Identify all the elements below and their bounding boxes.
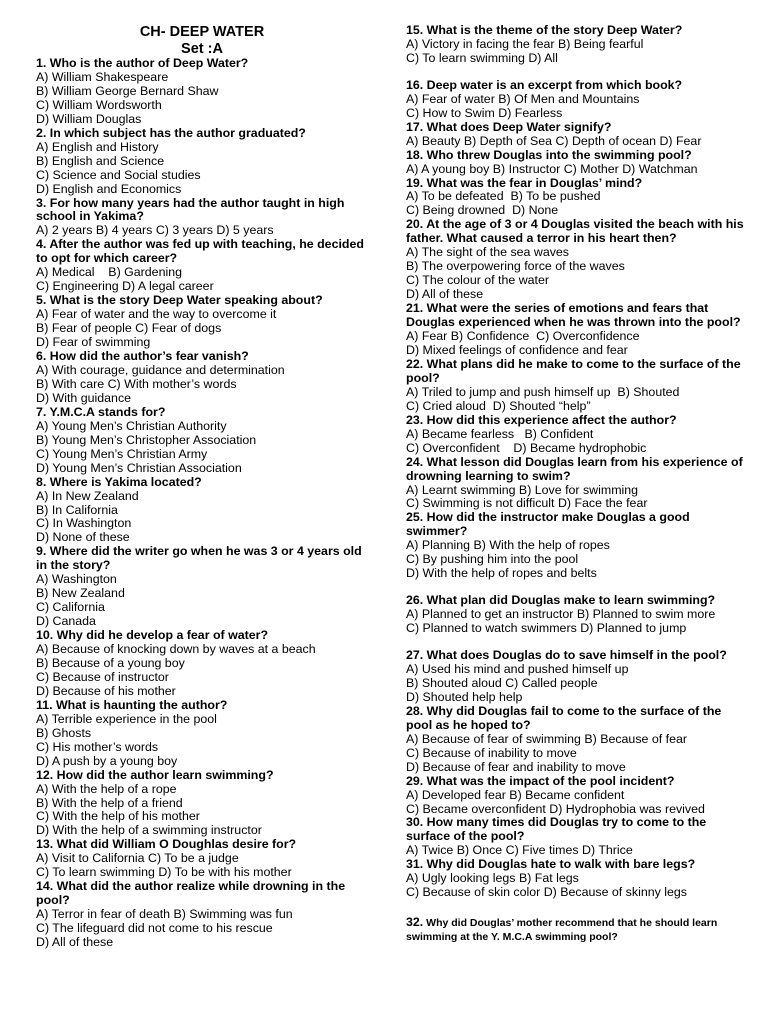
- answer-option: C) Planned to watch swimmers D) Planned to jump: [406, 621, 687, 636]
- question-block: [36, 699, 368, 769]
- question-text: 27. What does Douglas do to save himself in the pool?: [406, 648, 727, 663]
- answer-option: D) Fear of swimming: [36, 335, 151, 350]
- answer-option: A) Terrible experience in the pool: [36, 711, 217, 726]
- answer-option: D) All of these: [36, 935, 114, 950]
- answer-option: D) English and Economics: [36, 181, 182, 196]
- answer-option: B) The overpowering force of the waves: [406, 259, 625, 274]
- question-text: 29. What was the impact of the pool incident?: [406, 773, 675, 788]
- question-text: 16. Deep water is an excerpt from which book?: [406, 77, 683, 92]
- question-text: 21. What were the series of emotions and fears that Douglas experienced when he was thrown into the pool?: [406, 301, 741, 330]
- answer-option: A) With courage, guidance and determination: [36, 362, 285, 377]
- question-text: 7. Y.M.C.A stands for?: [36, 404, 166, 419]
- answer-option: C) The colour of the water: [406, 273, 550, 288]
- question-block: [406, 594, 746, 636]
- answer-option: C) With the help of his mother: [36, 809, 200, 824]
- answer-option: D) With guidance: [36, 390, 132, 405]
- answer-option: C) William Wordsworth: [36, 97, 162, 112]
- answer-option: D) Canada: [36, 614, 96, 629]
- answer-option: B) With care C) With mother’s words: [36, 376, 237, 391]
- question-text: 31. Why did Douglas hate to walk with bare legs?: [406, 857, 696, 872]
- answer-option: A) Because of knocking down by waves at a beach: [36, 642, 316, 657]
- question-text: 24. What lesson did Douglas learn from his experience of drowning learning to swim?: [406, 454, 743, 483]
- answer-option: D) A push by a young boy: [36, 753, 178, 768]
- question-text: 8. Where is Yakima located?: [36, 474, 202, 489]
- answer-option: C) Because of skin color D) Because of skinny legs: [406, 885, 687, 900]
- question-32-number: 32.: [406, 915, 424, 930]
- answer-option: C) Science and Social studies: [36, 167, 201, 182]
- question-text: 25. How did the instructor make Douglas a good swimmer?: [406, 510, 690, 539]
- question-text: 17. What does Deep Water signify?: [406, 119, 612, 134]
- answer-option: A) Ugly looking legs B) Fat legs: [406, 871, 579, 886]
- answer-option: C) Cried aloud D) Shouted “help”: [406, 398, 591, 413]
- question-block: [406, 858, 746, 900]
- question-text: 26. What plan did Douglas make to learn swimming?: [406, 593, 716, 608]
- question-block: [36, 127, 368, 197]
- question-block: [36, 238, 368, 294]
- question-block: [36, 294, 368, 350]
- answer-option: A) Terror in fear of death B) Swimming was fun: [36, 907, 293, 922]
- answer-option: C) To learn swimming D) To be with his mother: [36, 865, 292, 880]
- question-block: [406, 816, 746, 858]
- answer-option: C) California: [36, 600, 105, 615]
- answer-option: A) Fear B) Confidence C) Overconfidence: [406, 329, 640, 344]
- question-block: [36, 880, 368, 950]
- question-block: [36, 629, 368, 699]
- answer-option: C) Young Men’s Christian Army: [36, 446, 208, 461]
- answer-option: B) In California: [36, 502, 118, 517]
- answer-option: A) A young boy B) Instructor C) Mother D) Watchman: [406, 161, 698, 176]
- answer-option: A) Twice B) Once C) Five times D) Thrice: [406, 843, 633, 858]
- question-text: 22. What plans did he make to come to the surface of the pool?: [406, 356, 741, 385]
- question-text: 23. How did this experience affect the author?: [406, 412, 677, 427]
- question-block: [406, 705, 746, 775]
- right-question-list: [406, 24, 746, 900]
- right-column: [406, 24, 746, 944]
- answer-option: A) In New Zealand: [36, 488, 139, 503]
- question-block: [36, 545, 368, 629]
- answer-option: A) Fear of water B) Of Men and Mountains: [406, 91, 640, 106]
- question-text: 5. What is the story Deep Water speaking about?: [36, 293, 323, 308]
- answer-option: B) New Zealand: [36, 586, 125, 601]
- question-block: [36, 350, 368, 406]
- answer-option: A) Medical B) Gardening: [36, 265, 182, 280]
- question-text: 15. What is the theme of the story Deep Water?: [406, 23, 683, 37]
- question-text: 1. Who is the author of Deep Water?: [36, 56, 249, 70]
- answer-option: A) English and History: [36, 139, 159, 154]
- answer-option: D) With the help of ropes and belts: [406, 566, 597, 581]
- answer-option: A) Victory in facing the fear B) Being fearful: [406, 36, 644, 51]
- answer-option: A) The sight of the sea waves: [406, 245, 570, 260]
- question-block: [406, 24, 746, 66]
- question-text: 10. Why did he develop a fear of water?: [36, 628, 269, 643]
- answer-option: A) Learnt swimming B) Love for swimming: [406, 482, 639, 497]
- question-text: 30. How many times did Douglas try to come to the surface of the pool?: [406, 815, 707, 844]
- question-block: [406, 649, 746, 705]
- question-text: 4. After the author was fed up with teaching, he decided to opt for which career?: [36, 237, 364, 266]
- left-question-list: [36, 57, 368, 950]
- question-block: [36, 838, 368, 880]
- answer-option: C) In Washington: [36, 516, 132, 531]
- question-block: [406, 511, 746, 581]
- answer-option: A) Young Men’s Christian Authority: [36, 418, 227, 433]
- answer-option: A) Washington: [36, 572, 117, 587]
- answer-option: A) Became fearless B) Confident: [406, 426, 594, 441]
- answer-option: C) Swimming is not difficult D) Face the fear: [406, 496, 648, 511]
- question-block: [36, 57, 368, 127]
- answer-option: A) Beauty B) Depth of Sea C) Depth of ocean D) Fear: [406, 133, 702, 148]
- answer-option: B) Young Men’s Christopher Association: [36, 432, 257, 447]
- question-block: [406, 121, 746, 149]
- question-32-text: Why did Douglas’ mother recommend that he should learn swimming at the Y. M.C.A swimming pool?: [406, 917, 718, 943]
- answer-option: C) Engineering D) A legal career: [36, 279, 214, 294]
- answer-option: D) All of these: [406, 287, 484, 302]
- question-text: 9. Where did the writer go when he was 3 or 4 years old in the story?: [36, 544, 362, 573]
- question-text: 6. How did the author’s fear vanish?: [36, 349, 249, 364]
- answer-option: B) With the help of a friend: [36, 795, 183, 810]
- answer-option: A) Planned to get an instructor B) Planned to swim more: [406, 607, 716, 622]
- answer-option: D) With the help of a swimming instructor: [36, 823, 262, 838]
- answer-option: D) Because of fear and inability to move: [406, 759, 626, 774]
- answer-option: C) Because of inability to move: [406, 745, 577, 760]
- question-block: [406, 456, 746, 512]
- answer-option: C) Being drowned D) None: [406, 203, 559, 218]
- answer-option: D) Mixed feelings of confidence and fear: [406, 342, 628, 357]
- answer-option: D) None of these: [36, 530, 130, 545]
- question-block: [406, 177, 746, 219]
- question-text: 14. What did the author realize while drowning in the pool?: [36, 879, 346, 908]
- answer-option: B) William George Bernard Shaw: [36, 83, 219, 98]
- question-block: [406, 218, 746, 302]
- answer-option: C) His mother’s words: [36, 739, 159, 754]
- question-32: [406, 916, 746, 944]
- question-block: [406, 775, 746, 817]
- answer-option: B) Because of a young boy: [36, 655, 185, 670]
- answer-option: C) Became overconfident D) Hydrophobia was revived: [406, 801, 705, 816]
- answer-option: A) With the help of a rope: [36, 781, 177, 796]
- answer-option: A) 2 years B) 4 years C) 3 years D) 5 years: [36, 223, 274, 238]
- question-text: 2. In which subject has the author graduated?: [36, 125, 306, 140]
- question-block: [36, 406, 368, 476]
- answer-option: A) To be defeated B) To be pushed: [406, 189, 601, 204]
- set-label: Set :A: [181, 41, 223, 57]
- question-block: [406, 79, 746, 121]
- answer-option: A) Visit to California C) To be a judge: [36, 851, 239, 866]
- answer-option: D) Because of his mother: [36, 683, 176, 698]
- answer-option: D) Young Men’s Christian Association: [36, 460, 242, 475]
- answer-option: C) The lifeguard did not come to his rescue: [36, 921, 273, 936]
- question-text: 13. What did William O Doughlas desire for?: [36, 837, 297, 852]
- answer-option: A) Used his mind and pushed himself up: [406, 661, 629, 676]
- question-block: [36, 769, 368, 839]
- answer-option: A) Fear of water and the way to overcome it: [36, 307, 277, 322]
- answer-option: A) Planning B) With the help of ropes: [406, 538, 610, 553]
- question-text: 12. How did the author learn swimming?: [36, 767, 274, 782]
- answer-option: A) William Shakespeare: [36, 69, 169, 84]
- question-text: 28. Why did Douglas fail to come to the surface of the pool as he hoped to?: [406, 703, 722, 732]
- question-block: [406, 414, 746, 456]
- answer-option: C) Overconfident D) Became hydrophobic: [406, 440, 647, 455]
- answer-option: C) How to Swim D) Fearless: [406, 105, 563, 120]
- answer-option: C) By pushing him into the pool: [406, 552, 579, 567]
- left-column: [36, 24, 368, 950]
- answer-option: B) Shouted aloud C) Called people: [406, 675, 598, 690]
- question-text: 18. Who threw Douglas into the swimming pool?: [406, 147, 692, 162]
- answer-option: A) Triled to jump and push himself up B) Shouted: [406, 384, 680, 399]
- question-text: 3. For how many years had the author taught in high school in Yakima?: [36, 195, 345, 224]
- question-block: [406, 149, 746, 177]
- answer-option: C) Because of instructor: [36, 669, 169, 684]
- question-block: [36, 476, 368, 546]
- answer-option: B) Fear of people C) Fear of dogs: [36, 321, 222, 336]
- question-text: 11. What is haunting the author?: [36, 697, 228, 712]
- question-block: [406, 302, 746, 358]
- question-block: [36, 197, 368, 239]
- answer-option: D) Shouted help help: [406, 689, 523, 704]
- answer-option: A) Developed fear B) Became confident: [406, 787, 625, 802]
- question-text: 20. At the age of 3 or 4 Douglas visited the beach with his father. What caused a terror in his heart then?: [406, 217, 744, 246]
- answer-option: A) Because of fear of swimming B) Because of fear: [406, 731, 687, 746]
- answer-option: B) English and Science: [36, 153, 165, 168]
- answer-option: D) William Douglas: [36, 111, 142, 126]
- page-title: CH- DEEP WATER: [139, 24, 265, 40]
- answer-option: B) Ghosts: [36, 725, 92, 740]
- question-block: [406, 358, 746, 414]
- answer-option: C) To learn swimming D) All: [406, 50, 558, 65]
- question-text: 19. What was the fear in Douglas’ mind?: [406, 175, 643, 190]
